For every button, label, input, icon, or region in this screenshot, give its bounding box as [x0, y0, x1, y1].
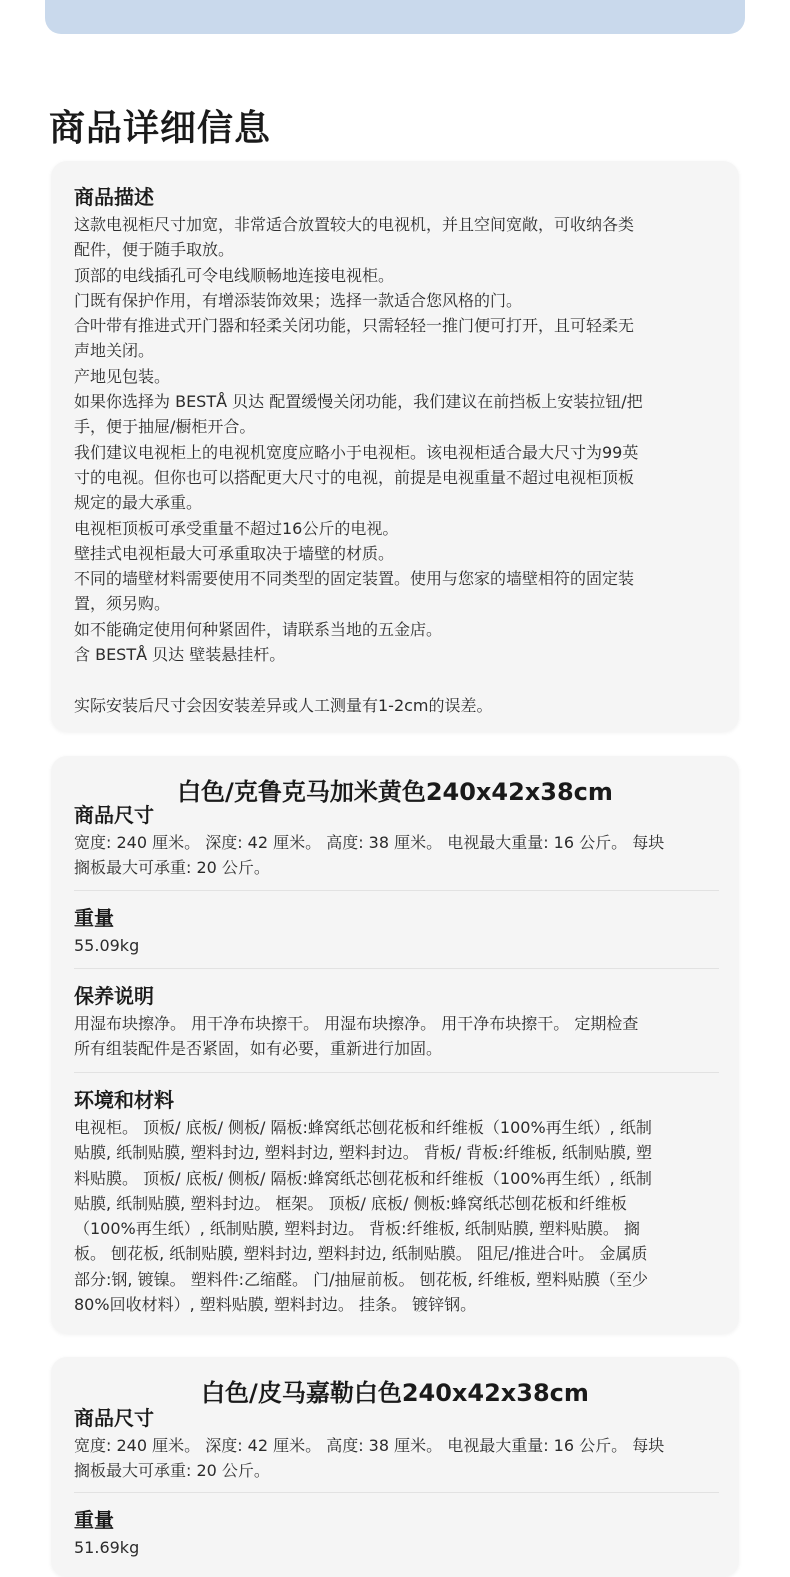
- weight-block: [74, 1505, 719, 1560]
- description-line: 电视柜顶板可承受重量不超过16公斤的电视。: [74, 518, 399, 538]
- care-block: [74, 981, 719, 1062]
- weight-value: 51.69kg: [74, 1538, 140, 1557]
- material-line: 料贴膜。 顶板/ 底板/ 侧板/ 隔板:蜂窝纸芯刨花板和纤维板（100%再生纸）, 纸制: [74, 1168, 652, 1188]
- material-line: 部分:钢, 镀镍。 塑料件:乙缩醛。 门/抽屉前板。 刨花板, 纤维板, 塑料贴膜（至少: [74, 1269, 648, 1289]
- material-line: 贴膜, 纸制贴膜, 塑料封边, 塑料封边, 塑料封边。 背板/ 背板:纤维板, 纸制贴膜, 塑: [74, 1143, 652, 1163]
- description-line: 配件，便于随手取放。: [74, 240, 235, 260]
- description-line: 我们建议电视柜上的电视机宽度应略小于电视柜。该电视柜适合最大尺寸为99英: [74, 442, 639, 462]
- description-line: 实际安装后尺寸会因安装差异或人工测量有1-2cm的误差。: [74, 695, 493, 715]
- material-line: 贴膜, 纸制贴膜, 塑料封边。 框架。 顶板/ 底板/ 侧板:蜂窝纸芯刨花板和纤维板: [74, 1193, 627, 1213]
- description-line: 置，须另购。: [74, 594, 171, 614]
- description-line: 规定的最大承重。: [74, 493, 203, 513]
- description-line: 寸的电视。但你也可以搭配更大尺寸的电视，前提是电视重量不超过电视柜顶板: [74, 467, 635, 487]
- weight-value: 55.09kg: [74, 936, 140, 955]
- size-line: 宽度: 240 厘米。 深度: 42 厘米。 高度: 38 厘米。 电视最大重量: 16 公斤。 每块: [74, 833, 665, 852]
- weight-title: 重量: [74, 906, 114, 930]
- material-line: （100%再生纸）, 纸制贴膜, 塑料封边。 背板:纤维板, 纸制贴膜, 塑料贴膜。 搁: [74, 1219, 640, 1239]
- weight-title: 重量: [74, 1508, 114, 1532]
- variant-title: 白色/克鲁克马加米黄色240x42x38cm: [177, 778, 613, 806]
- size-line: 宽度: 240 厘米。 深度: 42 厘米。 高度: 38 厘米。 电视最大重量: 16 公斤。 每块: [74, 1436, 665, 1455]
- page-title: 商品详细信息: [49, 108, 272, 149]
- description-line: 顶部的电线插孔可令电线顺畅地连接电视柜。: [74, 265, 395, 285]
- description-line: 含 BESTÅ 贝达 壁装悬挂杆。: [74, 645, 286, 665]
- divider: [74, 890, 719, 891]
- description-line: 产地见包装。: [74, 366, 171, 386]
- care-line: 所有组装配件是否紧固，如有必要，重新进行加固。: [74, 1039, 443, 1059]
- material-block: [74, 1085, 719, 1317]
- size-line: 搁板最大可承重: 20 公斤。: [74, 858, 270, 878]
- material-line: 板。 刨花板, 纸制贴膜, 塑料封边, 塑料封边, 纸制贴膜。 阻尼/推进合叶。 金属质: [74, 1244, 648, 1264]
- description-line: 合叶带有推进式开门器和轻柔关闭功能，只需轻轻一推门便可打开，且可轻柔无: [74, 316, 635, 336]
- divider: [74, 1072, 719, 1073]
- description-line: [74, 667, 719, 692]
- description-title: 商品描述: [74, 185, 154, 209]
- variant-title: 白色/皮马嘉勒白色240x42x38cm: [201, 1379, 589, 1407]
- description-line: 手，便于抽屉/橱柜开合。: [74, 417, 256, 437]
- description-card: [51, 161, 739, 732]
- weight-block: [74, 903, 719, 958]
- size-block: [74, 1403, 719, 1484]
- material-line: 电视柜。 顶板/ 底板/ 侧板/ 隔板:蜂窝纸芯刨花板和纤维板（100%再生纸）, 纸制: [74, 1118, 652, 1137]
- material-title: 环境和材料: [74, 1088, 174, 1112]
- size-line: 搁板最大可承重: 20 公斤。: [74, 1461, 270, 1481]
- description-line: 壁挂式电视柜最大可承重取决于墙壁的材质。: [74, 543, 395, 563]
- material-line: 80%回收材料）, 塑料贴膜, 塑料封边。 挂条。 镀锌钢。: [74, 1295, 477, 1315]
- variant-card: [51, 756, 739, 1334]
- size-title: 商品尺寸: [74, 803, 154, 827]
- size-block: [74, 800, 719, 881]
- description-line: 门既有保护作用，有增添装饰效果；选择一款适合您风格的门。: [74, 290, 523, 310]
- size-title: 商品尺寸: [74, 1406, 154, 1430]
- divider: [74, 968, 719, 969]
- description-line: 如不能确定使用何种紧固件，请联系当地的五金店。: [74, 619, 443, 639]
- description-line: 声地关闭。: [74, 341, 155, 361]
- variant-card: [51, 1357, 739, 1577]
- description-text: [74, 212, 719, 718]
- description-line: 如果你选择为 BESTÅ 贝达 配置缓慢关闭功能，我们建议在前挡板上安装拉钮/把: [74, 392, 643, 412]
- care-title: 保养说明: [74, 984, 154, 1008]
- divider: [74, 1492, 719, 1493]
- top-banner: [45, 0, 745, 34]
- care-line: 用湿布块擦净。 用干净布块擦干。 用湿布块擦净。 用干净布块擦干。 定期检查: [74, 1014, 639, 1033]
- description-line: 这款电视柜尺寸加宽，非常适合放置较大的电视机，并且空间宽敞，可收纳各类: [74, 215, 635, 234]
- description-line: 不同的墙壁材料需要使用不同类型的固定装置。使用与您家的墙壁相符的固定装: [74, 569, 635, 589]
